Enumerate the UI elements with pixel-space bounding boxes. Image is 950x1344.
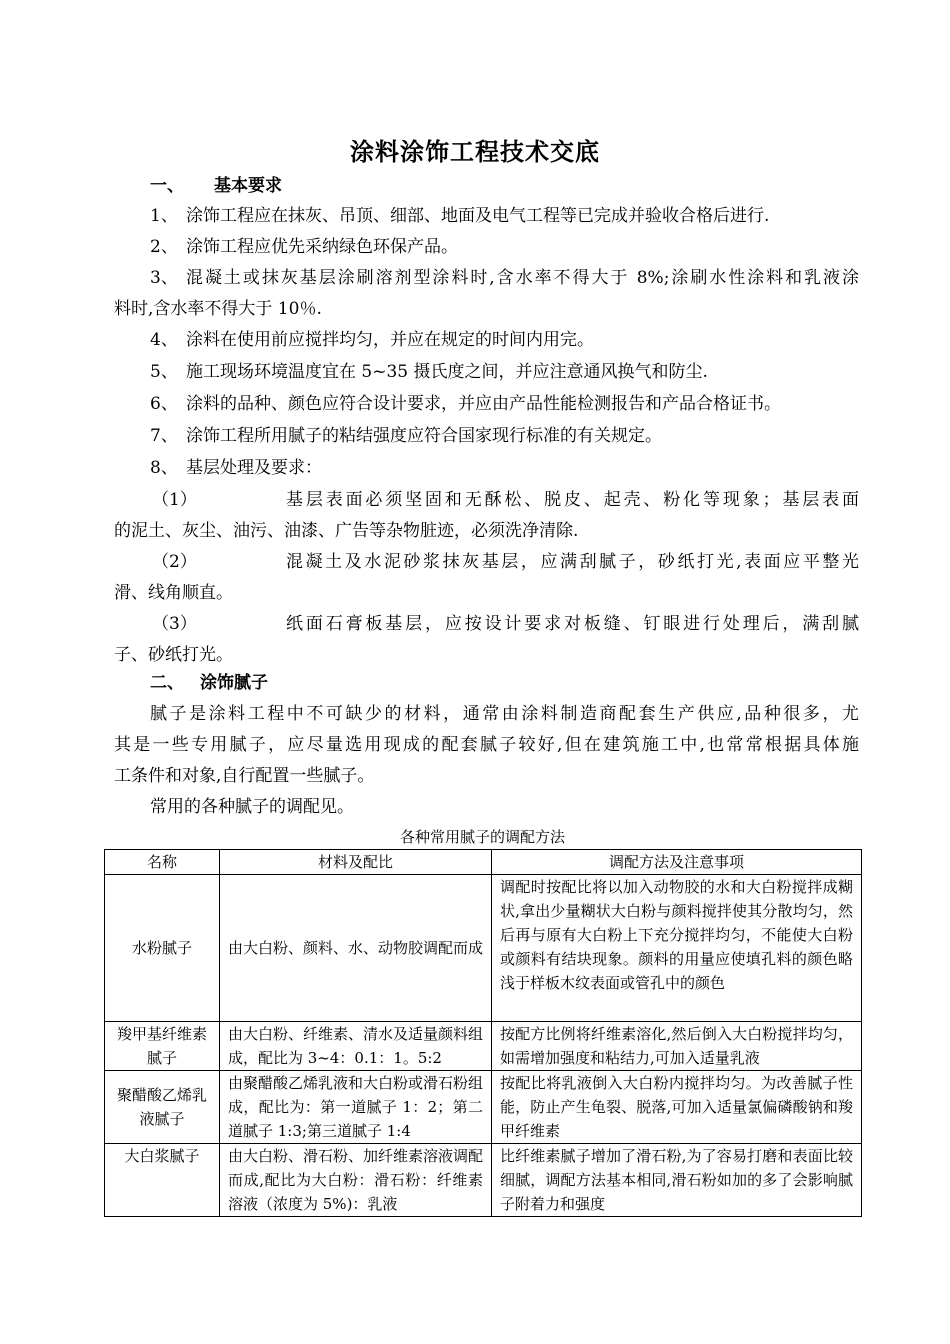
row-method: 按配比将乳液倒入大白粉内搅拌均匀。为改善腻子性能，防止产生龟裂、脱落,可加入适量氯偏磷酸钠和羧甲纤维素	[492, 1071, 862, 1144]
item-1-text: 涂饰工程应在抹灰、吊顶、细部、地面及电气工程等已完成并验收合格后进行.	[186, 206, 770, 226]
section2-paragraph-line3: 工条件和对象,自行配置一些腻子。	[114, 766, 375, 786]
item-1-number: 1、	[150, 206, 178, 226]
item-3-text-line1: 混凝土或抹灰基层涂刷溶剂型涂料时,含水率不得大于 8%;涂刷水性涂料和乳液涂	[186, 268, 859, 288]
section2-paragraph2: 常用的各种腻子的调配见。	[150, 797, 354, 817]
table-row	[105, 1022, 862, 1071]
row-name: 水粉腻子	[105, 875, 220, 1022]
item-4-number: 4、	[150, 330, 178, 350]
subitem-2-line1: 混凝土及水泥砂浆抹灰基层，应满刮腻子，砂纸打光,表面应平整光	[286, 552, 859, 572]
table-caption: 各种常用腻子的调配方法	[399, 828, 565, 846]
item-7-text: 涂饰工程所用腻子的粘结强度应符合国家现行标准的有关规定。	[186, 426, 662, 446]
subitem-3-number: （3）	[152, 614, 197, 634]
item-7-number: 7、	[150, 426, 178, 446]
item-8-text: 基层处理及要求：	[186, 458, 322, 478]
row-method: 比纤维素腻子增加了滑石粉,为了容易打磨和表面比较细腻，调配方法基本相同,滑石粉如加的多了会影响腻子附着力和强度	[492, 1144, 862, 1217]
table-row	[105, 1144, 862, 1217]
subitem-1-number: （1）	[152, 490, 197, 510]
section1-heading: 基本要求	[214, 176, 282, 196]
row-material-cell	[220, 1144, 492, 1217]
table-header-row	[105, 850, 862, 875]
row-material: 由大白粉、纤维素、清水及适量颜料组成，配比为 3~4：0.1：1。5:2	[220, 1022, 492, 1071]
row-material: 由聚醋酸乙烯乳液和大白粉或滑石粉组成，配比为：第一道腻子 1：2；第二道腻子 1:3;第三道腻子 1:4	[220, 1071, 492, 1144]
item-3-number: 3、	[150, 268, 178, 288]
row-material: 由大白粉、颜料、水、动物胶调配而成	[220, 875, 492, 1022]
row-name: 羧甲基纤维素腻子	[105, 1022, 220, 1071]
item-4-text: 涂料在使用前应搅拌均匀，并应在规定的时间内用完。	[186, 330, 594, 350]
section1-number: 一、	[150, 176, 184, 196]
item-6-text: 涂料的品种、颜色应符合设计要求，并应由产品性能检测报告和产品合格证书。	[186, 394, 781, 414]
item-5-text: 施工现场环境温度宜在 5~35 摄氏度之间，并应注意通风换气和防尘.	[186, 362, 708, 382]
section2-number: 二、	[150, 673, 184, 693]
table-row	[105, 875, 862, 1022]
subitem-2-line2: 滑、线角顺直。	[114, 583, 233, 603]
table-row	[105, 1071, 862, 1144]
item-2-number: 2、	[150, 237, 178, 257]
putty-table	[104, 849, 862, 1217]
row-method: 调配时按配比将以加入动物胶的水和大白粉搅拌成糊状,拿出少量糊状大白粉与颜料搅拌使其分散均匀，然后再与原有大白粉上下充分搅拌均匀，不能使大白粉或颜料有结块现象。颜料的用量应使填孔料的颜色略浅于样板木纹表面或管孔中的颜色	[492, 875, 862, 1022]
item-5-number: 5、	[150, 362, 178, 382]
row-name: 聚醋酸乙烯乳液腻子	[105, 1071, 220, 1144]
row-material: 由大白粉、滑石粉、加纤维素溶液调配而成,配比为大白粉：滑石粉：纤维素溶液（浓度为 5%)：乳液	[228, 1147, 484, 1213]
row-name: 大白浆腻子	[105, 1144, 220, 1217]
section2-paragraph-line1: 腻子是涂料工程中不可缺少的材料，通常由涂料制造商配套生产供应,品种很多，尤	[150, 704, 859, 724]
item-6-number: 6、	[150, 394, 178, 414]
subitem-1-line2: 的泥土、灰尘、油污、油漆、广告等杂物脏迹，必须洗净清除.	[114, 521, 579, 541]
item-3-text-line2: 料时,含水率不得大于 10％.	[114, 299, 322, 319]
item-2-text: 涂饰工程应优先采纳绿色环保产品。	[186, 237, 458, 257]
subitem-2-number: （2）	[152, 552, 197, 572]
section2-heading: 涂饰腻子	[200, 673, 268, 693]
subitem-3-line2: 子、砂纸打光。	[114, 645, 233, 665]
header-material: 材料及配比	[220, 850, 492, 875]
row-method: 按配方比例将纤维素溶化,然后倒入大白粉搅拌均匀，如需增加强度和粘结力,可加入适量乳液	[492, 1022, 862, 1071]
header-name: 名称	[105, 850, 220, 875]
subitem-1-line1: 基层表面必须坚固和无酥松、脱皮、起壳、粉化等现象；基层表面	[286, 490, 859, 510]
item-8-number: 8、	[150, 458, 178, 478]
document-title: 涂料涂饰工程技术交底	[350, 138, 600, 166]
section2-paragraph-line2: 其是一些专用腻子，应尽量选用现成的配套腻子较好,但在建筑施工中,也常常根据具体施	[114, 735, 859, 755]
subitem-3-line1: 纸面石膏板基层，应按设计要求对板缝、钉眼进行处理后，满刮腻	[286, 614, 859, 634]
header-method: 调配方法及注意事项	[492, 850, 862, 875]
